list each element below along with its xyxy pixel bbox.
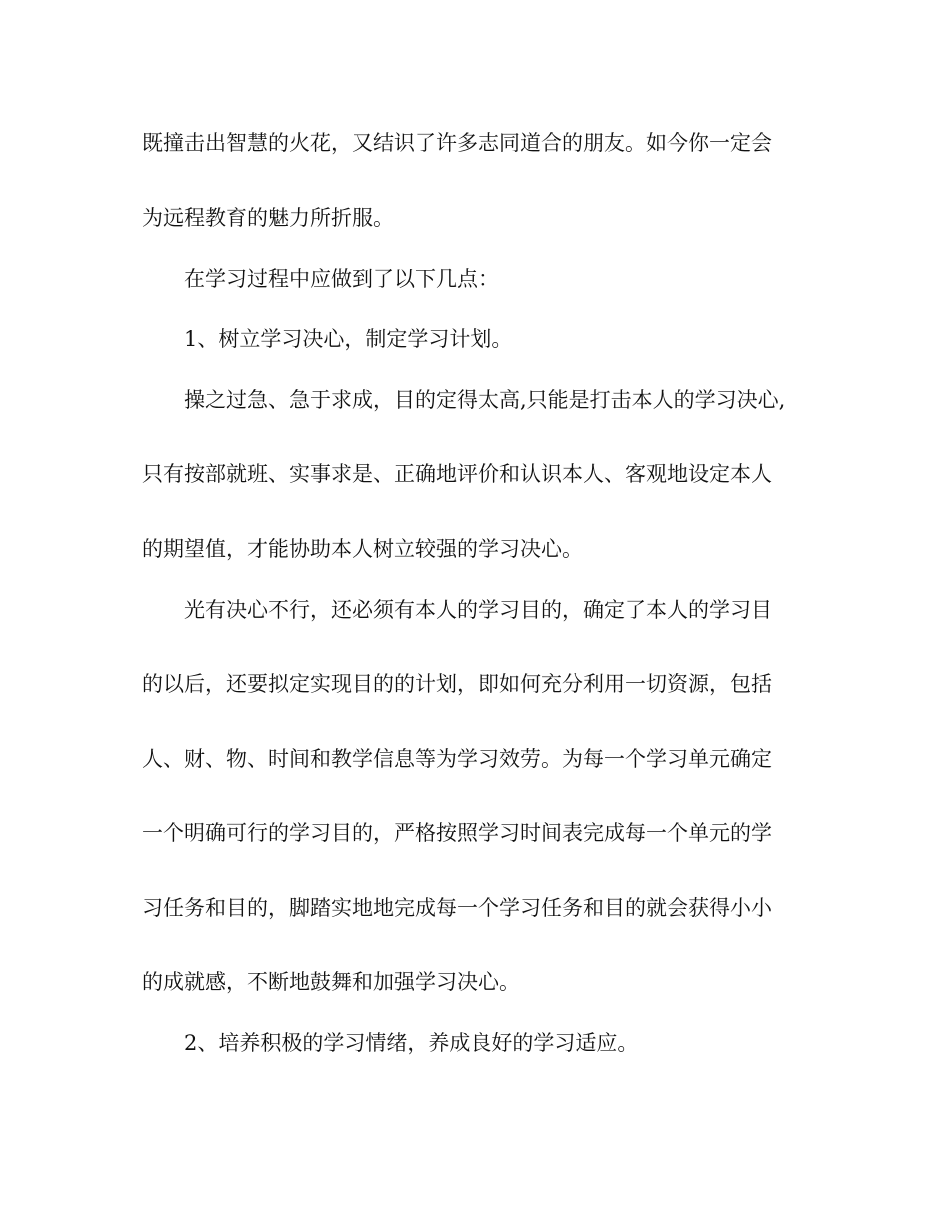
text-line-11: 一个明确可行的学习目的，严格按照学习时间表完成每一个单元的学	[142, 821, 772, 845]
section-heading-1: 1、树立学习决心，制定学习计划。	[184, 327, 513, 351]
text-line-5: 操之过急、急于求成，目的定得太高,只能是打击本人的学习决心,	[184, 388, 786, 412]
paragraph-intro: 在学习过程中应做到了以下几点：	[184, 267, 499, 291]
section-heading-2: 2、培养积极的学习情绪，养成良好的学习适应。	[184, 1031, 639, 1055]
text-line-13: 的成就感，不断地鼓舞和加强学习决心。	[142, 970, 520, 994]
text-line-10: 人、财、物、时间和教学信息等为学习效劳。为每一个学习单元确定	[142, 747, 772, 771]
text-line-8: 光有决心不行，还必须有本人的学习目的，确定了本人的学习目	[184, 598, 772, 622]
text-line-1: 既撞击出智慧的火花，又结识了许多志同道合的朋友。如今你一定会	[142, 131, 772, 155]
text-line-12: 习任务和目的，脚踏实地地完成每一个学习任务和目的就会获得小小	[142, 896, 772, 920]
text-line-7: 的期望值，才能协助本人树立较强的学习决心。	[142, 537, 583, 561]
text-line-9: 的以后，还要拟定实现目的的计划，即如何充分利用一切资源，包括	[142, 672, 772, 696]
text-line-6: 只有按部就班、实事求是、正确地评价和认识本人、客观地设定本人	[142, 462, 772, 486]
text-line-2: 为远程教育的魅力所折服。	[142, 206, 394, 230]
